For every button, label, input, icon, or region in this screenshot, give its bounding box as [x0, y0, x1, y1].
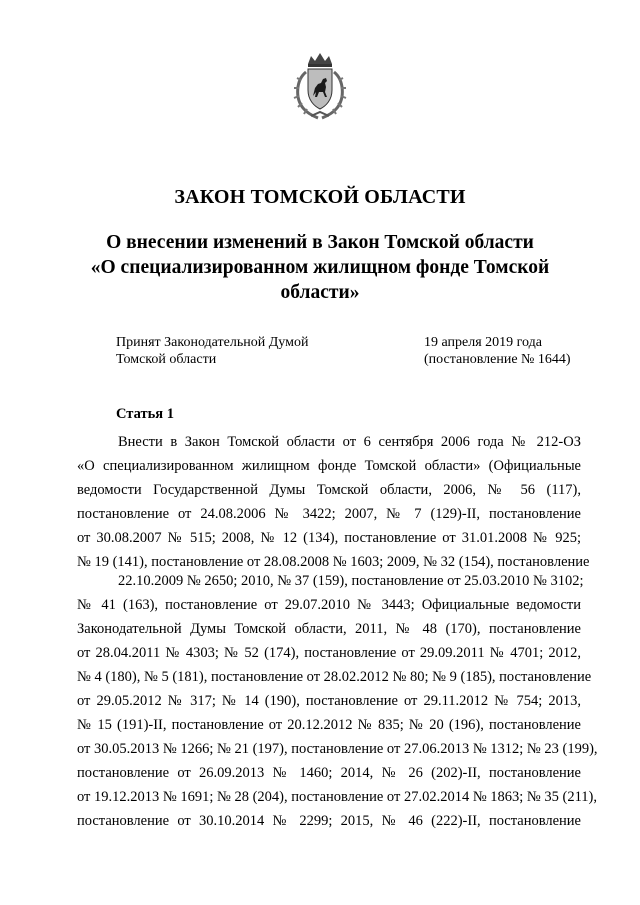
text-line: № 15 (191)-II, постановление от 20.12.2012 № 835; № 20 (196), постановление — [77, 717, 581, 733]
text-line: 22.10.2009 № 2650; 2010, № 37 (159), постановление от 25.03.2010 № 3102; — [118, 573, 584, 589]
adoption-body — [116, 334, 308, 368]
text-line: от 28.04.2011 № 4303; № 52 (174), постановление от 29.09.2011 № 4701; 2012, — [77, 645, 581, 661]
adoption-resolution-line: (постановление № 1644) — [424, 352, 571, 367]
subject-line: области» — [280, 282, 360, 303]
law-subject — [60, 230, 580, 305]
law-title: ЗАКОН ТОМСКОЙ ОБЛАСТИ — [174, 186, 466, 208]
text-line: от 29.05.2012 № 317; № 14 (190), постановление от 29.11.2012 № 754; 2013, — [77, 693, 581, 709]
text-line: постановление от 24.08.2006 № 3422; 2007, № 7 (129)-II, постановление — [77, 506, 581, 522]
adoption-date-line: 19 апреля 2019 года — [424, 335, 542, 350]
text-line: № 19 (141), постановление от 28.08.2008 № 1603; 2009, № 32 (154), постановление — [77, 554, 590, 570]
article-paragraph-2 — [77, 569, 598, 833]
text-line: постановление от 30.10.2014 № 2299; 2015, № 46 (222)-II, постановление — [77, 813, 581, 829]
text-line: ведомости Государственной Думы Томской области, 2006, № 56 (117), — [77, 482, 581, 498]
text-line: от 30.05.2013 № 1266; № 21 (197), постановление от 27.06.2013 № 1312; № 23 (199), — [77, 741, 598, 757]
article-heading: Статья 1 — [116, 406, 174, 422]
adoption-date — [424, 334, 571, 368]
subject-line: О внесении изменений в Закон Томской области — [106, 232, 534, 253]
text-line: № 4 (180), № 5 (181), постановление от 28.02.2012 № 80; № 9 (185), постановление — [77, 669, 592, 685]
text-line: № 41 (163), постановление от 29.07.2010 № 3443; Официальные ведомости — [77, 597, 581, 613]
adoption-body-line: Принят Законодательной Думой — [116, 335, 309, 350]
text-line: Внести в Закон Томской области от 6 сентября 2006 года № 212-ОЗ — [118, 434, 581, 450]
text-line: постановление от 26.09.2013 № 1460; 2014, № 26 (202)-II, постановление — [77, 765, 581, 781]
text-line: от 30.08.2007 № 515; 2008, № 12 (134), постановление от 31.01.2008 № 925; — [77, 530, 581, 546]
text-line: Законодательной Думы Томской области, 2011, № 48 (170), постановление — [77, 621, 581, 637]
article-paragraph-1 — [77, 430, 590, 574]
adoption-body-line: Томской области — [116, 352, 217, 367]
text-line: «О специализированном жилищном фонде Томской области» (Официальные — [77, 458, 581, 474]
subject-line: «О специализированном жилищном фонде Томской — [90, 257, 550, 278]
text-line: от 19.12.2013 № 1691; № 28 (204), постановление от 27.02.2014 № 1863; № 35 (211), — [77, 789, 598, 805]
coat-of-arms-icon — [291, 50, 349, 122]
